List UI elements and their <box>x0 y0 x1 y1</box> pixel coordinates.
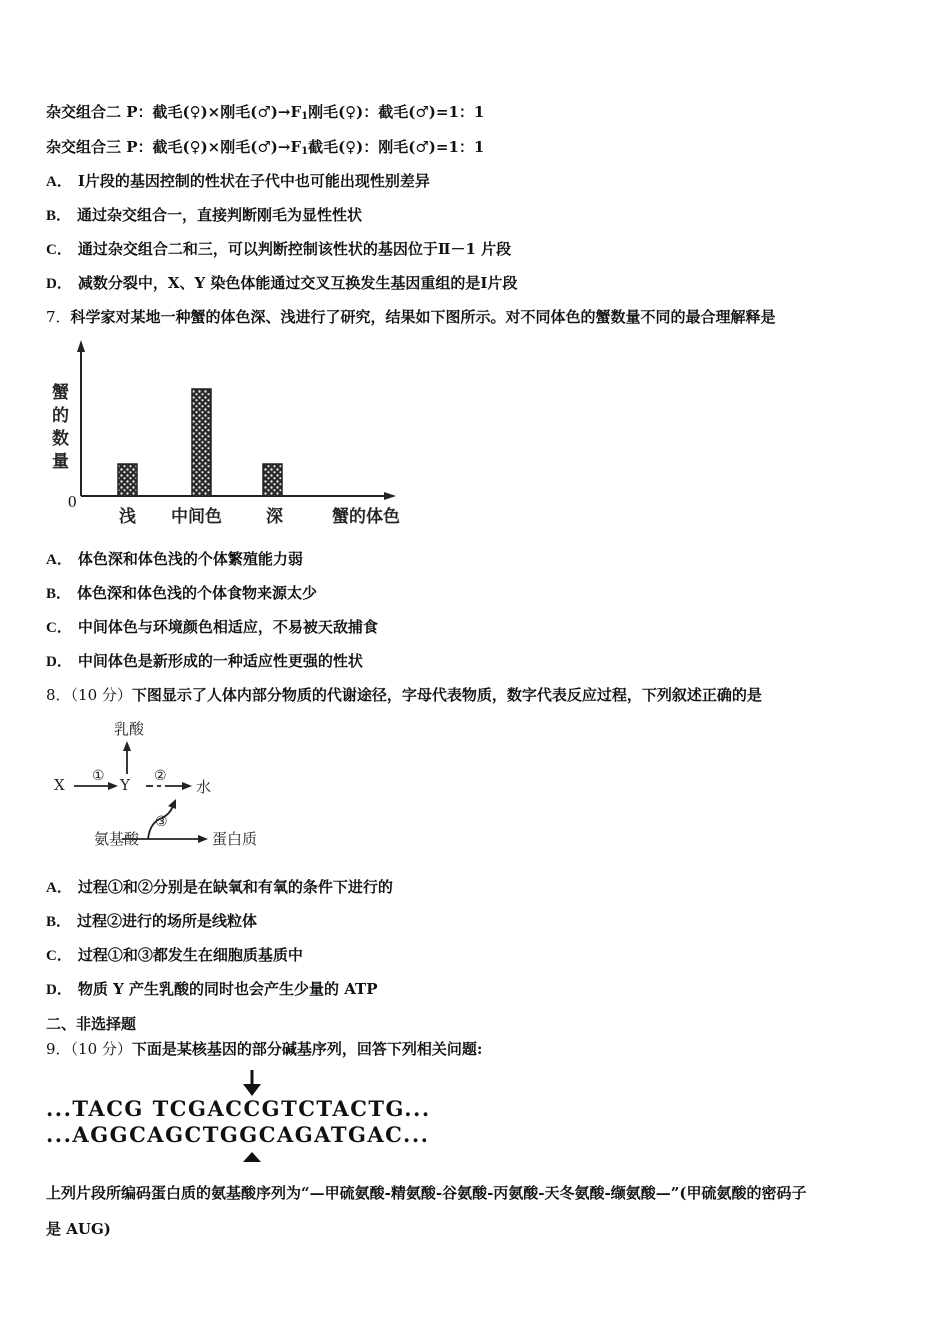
f1-subscript: 1 <box>301 146 309 157</box>
cross-label: 杂交组合三 P： <box>46 138 153 156</box>
node-y: Y <box>120 776 130 794</box>
q6-option-a <box>46 171 430 192</box>
q9-stem <box>46 1039 482 1059</box>
q7-option-a <box>46 549 303 570</box>
cross-parents: 截毛(♀)×刚毛(♂)→F <box>152 103 302 121</box>
q7-stem <box>46 307 776 327</box>
option-letter: B． <box>46 586 72 602</box>
question-number: 8． <box>46 686 71 704</box>
option-text: 通过杂交组合二和三，可以判断控制该性状的基因位于Ⅱ－1 片段 <box>77 240 512 258</box>
option-letter: B． <box>46 914 72 930</box>
option-text: 中间体色是新形成的一种适应性更强的性状 <box>77 652 363 670</box>
q7-option-c <box>46 617 378 638</box>
q7-option-d <box>46 651 363 672</box>
chart-axes <box>48 336 428 506</box>
option-letter: C． <box>46 948 72 964</box>
q9-description-line-2 <box>46 1219 111 1239</box>
option-letter: C． <box>46 242 72 258</box>
f1-subscript: 1 <box>301 111 309 122</box>
option-text: 通过杂交组合一，直接判断刚毛为显性性状 <box>77 206 363 224</box>
question-number: 9． <box>46 1040 71 1058</box>
option-text: 物质 Y 产生乳酸的同时也会产生少量的 ATP <box>77 980 378 998</box>
cross-label: 杂交组合二 P： <box>46 103 153 121</box>
option-text: 体色深和体色浅的个体食物来源太少 <box>77 584 318 602</box>
description-text: 上列片段所编码蛋白质的氨基酸序列为“—甲硫氨酸-精氨酸-谷氨酸-丙氨酸-天冬氨酸-缬氨酸—”(甲硫氨酸的密码子 <box>46 1184 807 1202</box>
q7-option-b <box>46 583 317 604</box>
question-text: 科学家对某地一种蟹的体色深、浅进行了研究，结果如下图所示。对不同体色的蟹数量不同的最合理解释是 <box>70 308 776 326</box>
cross-line-2 <box>46 102 484 127</box>
q6-option-c <box>46 239 511 260</box>
question-score: （10 分） <box>70 686 132 704</box>
step-2-label: ② <box>154 768 167 784</box>
option-text: 过程①和③都发生在细胞质基质中 <box>77 946 303 964</box>
q6-option-b <box>46 205 362 226</box>
option-text: 体色深和体色浅的个体繁殖能力弱 <box>77 550 303 568</box>
chart-x-tick-middle: 中间色 <box>171 507 222 527</box>
chart-x-tick-dark: 深 <box>266 507 283 527</box>
option-letter: B． <box>46 208 72 224</box>
q8-stem <box>46 685 762 705</box>
option-letter: A． <box>46 174 72 190</box>
option-letter: D． <box>46 982 72 998</box>
q8-option-d <box>46 979 377 1000</box>
option-text: 过程②进行的场所是线粒体 <box>77 912 258 930</box>
crab-color-bar-chart <box>48 336 428 532</box>
dna-bottom-strand: ...AGGCAGCTGGCAGATGAC... <box>46 1122 430 1147</box>
description-text: 是 AUG) <box>46 1220 111 1238</box>
question-score: （10 分） <box>70 1040 132 1058</box>
option-letter: D． <box>46 276 72 292</box>
node-x: X <box>54 776 65 794</box>
option-text: 过程①和②分别是在缺氧和有氧的条件下进行的 <box>77 878 393 896</box>
q8-option-c <box>46 945 303 966</box>
question-text: 下图显示了人体内部分物质的代谢途径，字母代表物质，数字代表反应过程，下列叙述正确的是 <box>131 686 762 704</box>
option-letter: A． <box>46 552 72 568</box>
cross-result: 截毛(♀)：刚毛(♂)=1：1 <box>308 138 485 156</box>
option-text: 中间体色与环境颜色相适应，不易被天敌捕食 <box>77 618 378 636</box>
question-number: 7． <box>46 308 71 326</box>
q9-description-line-1 <box>46 1183 807 1203</box>
step-3-label: ③ <box>155 814 168 830</box>
question-text: 下面是某核基因的部分碱基序列，回答下列相关问题: <box>131 1040 483 1058</box>
option-letter: C． <box>46 620 72 636</box>
q8-option-b <box>46 911 257 932</box>
chart-origin-label: 0 <box>68 492 77 511</box>
q6-option-d <box>46 273 517 294</box>
node-amino-acid: 氨基酸 <box>94 830 140 848</box>
option-letter: D． <box>46 654 72 670</box>
node-protein: 蛋白质 <box>212 830 258 848</box>
node-lactic-acid: 乳酸 <box>114 720 145 738</box>
option-letter: A． <box>46 880 72 896</box>
node-water: 水 <box>196 778 212 796</box>
chart-y-axis-label: 蟹的数量 <box>52 383 69 472</box>
option-text: Ⅰ片段的基因控制的性状在子代中也可能出现性别差异 <box>77 172 430 190</box>
dna-sequence-figure <box>46 1066 606 1166</box>
q8-option-a <box>46 877 393 898</box>
cross-result: 刚毛(♀)：截毛(♂)=1：1 <box>308 103 485 121</box>
dna-top-strand: ...TACG TCGACCGTCTACTG... <box>46 1096 431 1121</box>
cross-line-3 <box>46 137 484 162</box>
cross-parents: 截毛(♀)×刚毛(♂)→F <box>152 138 302 156</box>
metabolic-pathway-diagram <box>50 714 280 859</box>
option-text: 减数分裂中，X、Y 染色体能通过交叉互换发生基因重组的是Ⅰ片段 <box>77 274 518 292</box>
step-1-label: ① <box>92 768 105 784</box>
section-title: 二、非选择题 <box>46 1015 137 1033</box>
chart-x-axis-label: 蟹的体色 <box>332 507 400 527</box>
section-heading <box>46 1014 136 1034</box>
chart-x-tick-light: 浅 <box>119 507 136 527</box>
